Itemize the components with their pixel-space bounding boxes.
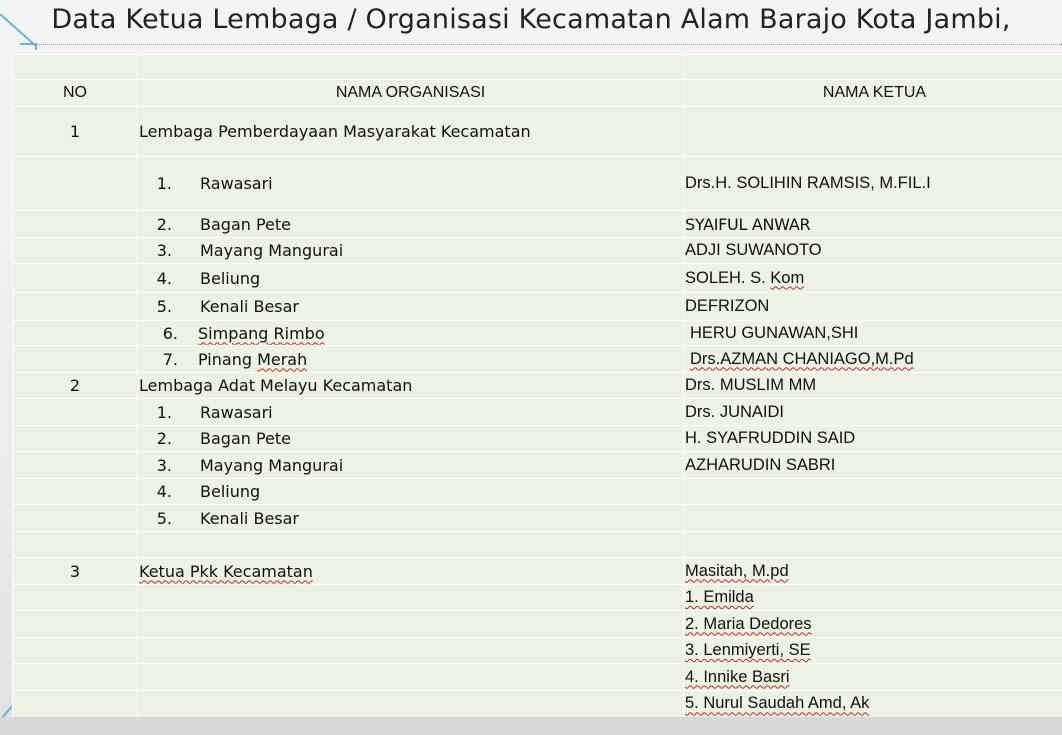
item-number: 4. (156, 482, 172, 501)
org-sub-name: Pinang Merah (198, 349, 308, 369)
page-title: Data Ketua Lembaga / Organisasi Kecamatan Alam Barajo Kota Jambi, (51, 4, 1011, 35)
org-sub-name: Bagan Pete (200, 214, 292, 234)
member-name: 5. Nurul Saudah Amd, Ak (684, 691, 1062, 717)
table-row (13, 238, 1062, 264)
org-sub-name: Bagan Pete (200, 429, 292, 448)
ketua-name: Drs. JUNAIDI (684, 399, 1062, 426)
item-number: 7. (162, 349, 178, 369)
item-number: 2. (156, 214, 172, 234)
ketua-name: HERU GUNAWAN,SHI (684, 321, 1062, 346)
table-row (13, 293, 1062, 321)
org-sub-name: Rawasari (200, 402, 273, 422)
member-name: 1. Emilda (684, 585, 1062, 611)
org-sub-name: Rawasari (200, 174, 273, 193)
row-no: 2 (13, 373, 138, 399)
item-number: 1. (156, 174, 172, 193)
member-name: 4. Innike Basri (684, 664, 1062, 691)
ketua-name: Drs. MUSLIM MM (684, 373, 1062, 399)
title-divider (30, 44, 1062, 45)
ketua-name (684, 505, 1062, 532)
table-row (13, 426, 1062, 452)
item-number: 5. (156, 297, 172, 316)
table-row (13, 346, 1062, 373)
table-row (13, 373, 1062, 399)
table-row (13, 157, 1062, 211)
table-row (13, 638, 1062, 664)
table-header-row (13, 80, 1062, 107)
header-no: NO (13, 80, 138, 107)
item-number: 6. (162, 323, 178, 343)
table-spacer-row (13, 532, 1062, 558)
ketua-name: Drs.H. SOLIHIN RAMSIS, M.FIL.I (684, 157, 1062, 211)
org-sub-name: Kenali Besar (200, 297, 299, 316)
org-sub-name: Beliung (200, 482, 261, 501)
table-row (13, 399, 1062, 426)
item-number: 5. (156, 508, 172, 528)
table-row (13, 585, 1062, 611)
slide-bottom-strip (0, 717, 1062, 735)
ketua-name: SYAIFUL ANWAR (684, 211, 1062, 238)
org-sub-name: Mayang Mangurai (200, 241, 344, 260)
header-nama-organisasi: NAMA ORGANISASI (138, 80, 684, 107)
table-row (13, 107, 1062, 157)
table-spacer-row (13, 55, 1062, 80)
ketua-name: AZHARUDIN SABRI (684, 452, 1062, 479)
member-name: 3. Lenmiyerti, SE (684, 638, 1062, 664)
header-nama-ketua: NAMA KETUA (684, 80, 1062, 107)
ketua-name: SOLEH. S. Kom (684, 264, 1062, 293)
org-sub-name: Simpang Rimbo (198, 323, 325, 343)
table-row (13, 452, 1062, 479)
org-sub-name: Kenali Besar (200, 508, 299, 528)
item-number: 1. (156, 402, 172, 422)
table-row (13, 264, 1062, 293)
item-number: 3. (156, 241, 172, 260)
item-number: 3. (156, 455, 172, 475)
table-row (13, 321, 1062, 346)
ketua-name: Drs.AZMAN CHANIAGO,M.Pd (684, 346, 1062, 373)
ketua-name (684, 479, 1062, 505)
row-no: 3 (13, 558, 138, 585)
ketua-name: H. SYAFRUDDIN SAID (684, 426, 1062, 452)
table-row (13, 505, 1062, 532)
org-sub-name: Beliung (200, 268, 261, 288)
item-number: 4. (156, 268, 172, 288)
member-name: 2. Maria Dedores (684, 611, 1062, 638)
table-row (13, 211, 1062, 238)
item-number: 2. (156, 429, 172, 448)
org-name: Lembaga Pemberdayaan Masyarakat Kecamatan (138, 107, 684, 157)
organization-table (12, 54, 1062, 717)
org-name: Ketua Pkk Kecamatan (138, 558, 684, 585)
table-row (13, 479, 1062, 505)
row-no: 1 (13, 107, 138, 157)
table-row (13, 558, 1062, 585)
org-name: Lembaga Adat Melayu Kecamatan (138, 373, 684, 399)
org-sub-name: Mayang Mangurai (200, 455, 344, 475)
table-row (13, 611, 1062, 638)
ketua-name (684, 107, 1062, 157)
table-row (13, 691, 1062, 717)
ketua-name: DEFRIZON (684, 293, 1062, 321)
ketua-name: ADJI SUWANOTO (684, 238, 1062, 264)
ketua-name: Masitah, M.pd (684, 558, 1062, 585)
table-row (13, 664, 1062, 691)
